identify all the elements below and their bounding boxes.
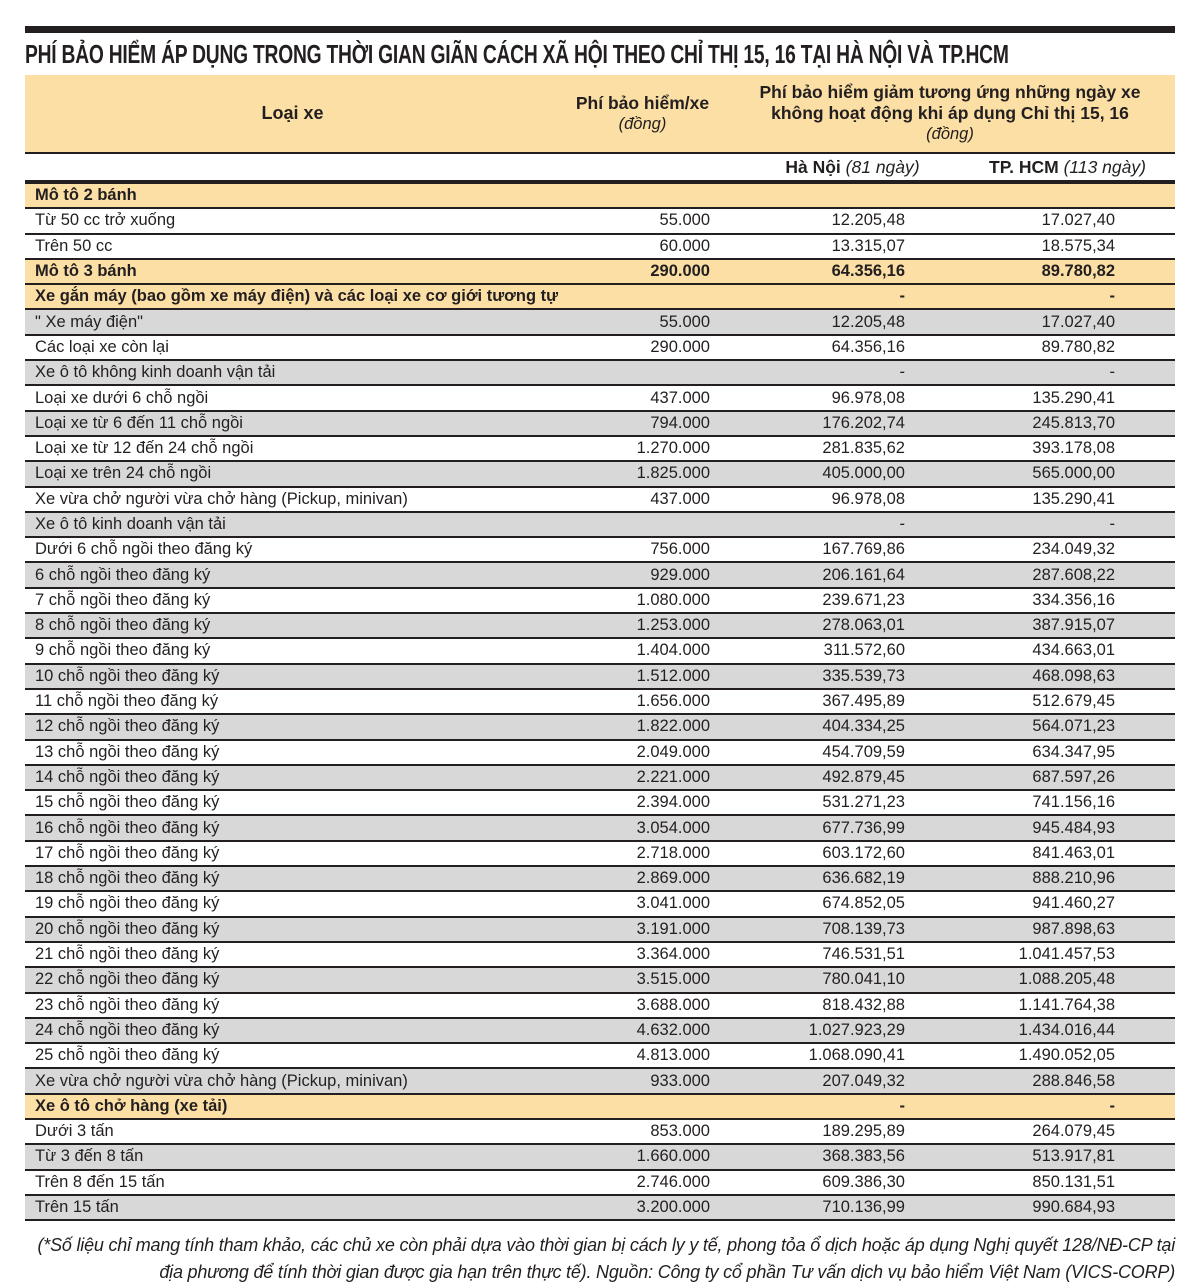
table-row [25, 208, 1175, 233]
table-row [25, 537, 1175, 562]
vehicle-type-cell: 18 chỗ ngồi theo đăng ký [25, 866, 560, 891]
vehicle-type-cell: 12 chỗ ngồi theo đăng ký [25, 714, 560, 739]
table-row [25, 714, 1175, 739]
fee-cell: 794.000 [560, 411, 725, 436]
vehicle-type-cell: Các loại xe còn lại [25, 335, 560, 360]
hanoi-value-cell: 677.736,99 [725, 815, 920, 840]
hcm-value-cell: 287.608,22 [920, 562, 1175, 587]
vehicle-type-cell: Dưới 3 tấn [25, 1119, 560, 1144]
vehicle-type-cell: 22 chỗ ngồi theo đăng ký [25, 967, 560, 992]
hanoi-value-cell: 708.139,73 [725, 917, 920, 942]
hcm-value-cell: 334.356,16 [920, 588, 1175, 613]
table-row [25, 1119, 1175, 1144]
col-header-reduction-line2: không hoạt động khi áp dụng Chỉ thị 15, 16 [771, 103, 1129, 123]
insurance-fee-table [25, 75, 1175, 1221]
hanoi-value-cell: 335.539,73 [725, 664, 920, 689]
fee-cell: 3.688.000 [560, 993, 725, 1018]
vehicle-type-cell: " Xe máy điện" [25, 309, 560, 334]
hanoi-value-cell: 1.068.090,41 [725, 1043, 920, 1068]
fee-cell: 3.200.000 [560, 1195, 725, 1220]
vehicle-type-cell: 8 chỗ ngồi theo đăng ký [25, 613, 560, 638]
vehicle-type-cell: Trên 8 đến 15 tấn [25, 1170, 560, 1195]
table-row [25, 891, 1175, 916]
hcm-value-cell: 634.347,95 [920, 740, 1175, 765]
footnote [25, 1232, 1175, 1286]
hcm-days-label: (113 ngày) [1058, 156, 1146, 177]
hanoi-value-cell: 206.161,64 [725, 562, 920, 587]
vehicle-type-cell: 23 chỗ ngồi theo đăng ký [25, 993, 560, 1018]
hanoi-value-cell: 278.063,01 [725, 613, 920, 638]
table-row [25, 487, 1175, 512]
hanoi-value-cell: 13.315,07 [725, 234, 920, 259]
fee-cell: 1.270.000 [560, 436, 725, 461]
vehicle-type-cell: Loại xe từ 6 đến 11 chỗ ngồi [25, 411, 560, 436]
vehicle-type-cell: Từ 50 cc trở xuống [25, 208, 560, 233]
col-header-hanoi-text [785, 157, 919, 177]
hcm-value-cell: 850.131,51 [920, 1170, 1175, 1195]
fee-cell: 853.000 [560, 1119, 725, 1144]
hcm-value-cell: 135.290,41 [920, 487, 1175, 512]
fee-cell: 756.000 [560, 537, 725, 562]
header-row-cities [25, 153, 1175, 182]
vehicle-type-cell: Loại xe trên 24 chỗ ngồi [25, 461, 560, 486]
hanoi-value-cell: 492.879,45 [725, 765, 920, 790]
hcm-value-cell: 17.027,40 [920, 208, 1175, 233]
vehicle-type-cell: Xe ô tô chở hàng (xe tải) [25, 1094, 560, 1119]
table-row [25, 993, 1175, 1018]
hanoi-value-cell: 531.271,23 [725, 790, 920, 815]
hcm-value-cell: 565.000,00 [920, 461, 1175, 486]
fee-cell: 4.632.000 [560, 1018, 725, 1043]
fee-cell: 2.718.000 [560, 841, 725, 866]
vehicle-type-cell: 19 chỗ ngồi theo đăng ký [25, 891, 560, 916]
table-row [25, 284, 1175, 309]
col-header-reduction-unit: (đồng) [926, 125, 974, 143]
table-row [25, 740, 1175, 765]
footnote-line-1: (*Số liệu chỉ mang tính tham khảo, các chủ xe còn phải dựa vào thời gian bị cách ly y tế, phong tỏa ổ dịch hoặc áp dụng Nghị quyết 128/NĐ-CP tại [37, 1235, 1175, 1256]
hanoi-value-cell: - [725, 512, 920, 537]
hcm-value-cell: 687.597,26 [920, 765, 1175, 790]
hanoi-value-cell: 64.356,16 [725, 259, 920, 284]
hanoi-value-cell: 1.027.923,29 [725, 1018, 920, 1043]
hanoi-value-cell: 818.432,88 [725, 993, 920, 1018]
fee-cell: 3.364.000 [560, 942, 725, 967]
table-row [25, 1195, 1175, 1220]
fee-cell [560, 1094, 725, 1119]
col-header-fee-unit: (đồng) [618, 114, 667, 133]
col-header-fee-label: Phí bảo hiểm/xe [575, 92, 710, 113]
fee-cell: 3.054.000 [560, 815, 725, 840]
page-title: PHÍ BẢO HIỂM ÁP DỤNG TRONG THỜI GIAN GIÃN CÁCH XÃ HỘI THEO CHỈ THỊ 15, 16 TẠI HÀ NỘI VÀ TP.HCM [25, 39, 1009, 69]
fee-cell: 2.221.000 [560, 765, 725, 790]
hanoi-value-cell: 404.334,25 [725, 714, 920, 739]
hcm-value-cell: 89.780,82 [920, 335, 1175, 360]
fee-cell: 55.000 [560, 208, 725, 233]
table-row [25, 588, 1175, 613]
hanoi-value-cell: 368.383,56 [725, 1144, 920, 1169]
hcm-value-cell: 987.898,63 [920, 917, 1175, 942]
vehicle-type-cell: Mô tô 3 bánh [25, 259, 560, 284]
hanoi-value-cell: 609.386,30 [725, 1170, 920, 1195]
table-row [25, 967, 1175, 992]
table-row [25, 1144, 1175, 1169]
hanoi-days-label: (81 ngày) [840, 156, 920, 177]
table-row [25, 790, 1175, 815]
hanoi-value-cell: 239.671,23 [725, 588, 920, 613]
hcm-value-cell: 135.290,41 [920, 385, 1175, 410]
hanoi-value-cell: 636.682,19 [725, 866, 920, 891]
table-row [25, 512, 1175, 537]
fee-cell: 1.512.000 [560, 664, 725, 689]
hcm-value-cell: 888.210,96 [920, 866, 1175, 891]
vehicle-type-cell: 7 chỗ ngồi theo đăng ký [25, 588, 560, 613]
table-row [25, 664, 1175, 689]
hanoi-value-cell: 710.136,99 [725, 1195, 920, 1220]
fee-cell: 1.080.000 [560, 588, 725, 613]
table-row [25, 411, 1175, 436]
vehicle-type-cell: 11 chỗ ngồi theo đăng ký [25, 689, 560, 714]
header-row-main [25, 75, 1175, 153]
hcm-value-cell: 512.679,45 [920, 689, 1175, 714]
table-row [25, 1018, 1175, 1043]
table-row [25, 638, 1175, 663]
footnote-line-2: địa phương để tính thời gian được gia hạn trên thực tế). Nguồn: Công ty cổ phần Tư vấn dịch vụ bảo hiểm Việt Nam (VICS-CORP) [159, 1262, 1175, 1283]
vehicle-type-cell: 6 chỗ ngồi theo đăng ký [25, 562, 560, 587]
hanoi-value-cell: - [725, 1094, 920, 1119]
col-header-reduction-line1: Phí bảo hiểm giảm tương ứng những ngày xe [759, 82, 1141, 102]
hcm-value-cell: 564.071,23 [920, 714, 1175, 739]
col-header-hcm-text [989, 157, 1146, 177]
table-row [25, 765, 1175, 790]
hanoi-value-cell: 311.572,60 [725, 638, 920, 663]
fee-cell: 3.191.000 [560, 917, 725, 942]
fee-cell: 1.404.000 [560, 638, 725, 663]
hcm-value-cell: - [920, 360, 1175, 385]
fee-cell: 2.394.000 [560, 790, 725, 815]
fee-cell: 1.253.000 [560, 613, 725, 638]
fee-cell: 929.000 [560, 562, 725, 587]
hanoi-value-cell: 12.205,48 [725, 208, 920, 233]
vehicle-type-cell: 21 chỗ ngồi theo đăng ký [25, 942, 560, 967]
fee-cell: 290.000 [560, 335, 725, 360]
hanoi-value-cell: 454.709,59 [725, 740, 920, 765]
hcm-value-cell: 990.684,93 [920, 1195, 1175, 1220]
fee-cell: 3.041.000 [560, 891, 725, 916]
hcm-value-cell: - [920, 284, 1175, 309]
fee-cell: 2.869.000 [560, 866, 725, 891]
vehicle-type-cell: Trên 50 cc [25, 234, 560, 259]
hanoi-value-cell: 167.769,86 [725, 537, 920, 562]
fee-cell: 290.000 [560, 259, 725, 284]
hanoi-value-cell: 96.978,08 [725, 487, 920, 512]
vehicle-type-cell: 9 chỗ ngồi theo đăng ký [25, 638, 560, 663]
hanoi-value-cell: - [725, 284, 920, 309]
hcm-value-cell: 1.141.764,38 [920, 993, 1175, 1018]
vehicle-type-cell: Xe ô tô kinh doanh vận tải [25, 512, 560, 537]
vehicle-type-cell: 24 chỗ ngồi theo đăng ký [25, 1018, 560, 1043]
hanoi-value-cell [725, 182, 920, 208]
hcm-value-cell: 1.490.052,05 [920, 1043, 1175, 1068]
fee-cell: 1.656.000 [560, 689, 725, 714]
hcm-value-cell: 513.917,81 [920, 1144, 1175, 1169]
hanoi-value-cell: 405.000,00 [725, 461, 920, 486]
hcm-value-cell: 288.846,58 [920, 1068, 1175, 1093]
vehicle-type-cell: 13 chỗ ngồi theo đăng ký [25, 740, 560, 765]
hanoi-value-cell: 780.041,10 [725, 967, 920, 992]
table-row [25, 1068, 1175, 1093]
vehicle-type-cell: Xe vừa chở người vừa chở hàng (Pickup, minivan) [25, 1068, 560, 1093]
hcm-value-cell: 17.027,40 [920, 309, 1175, 334]
vehicle-type-cell: 20 chỗ ngồi theo đăng ký [25, 917, 560, 942]
col-header-fee [560, 75, 725, 153]
hcm-value-cell: 89.780,82 [920, 259, 1175, 284]
hcm-value-cell: 264.079,45 [920, 1119, 1175, 1144]
vehicle-type-cell: 10 chỗ ngồi theo đăng ký [25, 664, 560, 689]
fee-cell: 1.822.000 [560, 714, 725, 739]
col-header-vehicle-type [25, 75, 560, 153]
table-row [25, 461, 1175, 486]
table-row [25, 917, 1175, 942]
fee-cell: 2.049.000 [560, 740, 725, 765]
hcm-value-cell: 841.463,01 [920, 841, 1175, 866]
hanoi-value-cell: 207.049,32 [725, 1068, 920, 1093]
vehicle-type-cell: Mô tô 2 bánh [25, 182, 560, 208]
table-row [25, 841, 1175, 866]
hcm-value-cell: 1.041.457,53 [920, 942, 1175, 967]
hanoi-value-cell: 603.172,60 [725, 841, 920, 866]
fee-cell: 437.000 [560, 487, 725, 512]
vehicle-type-cell: Xe vừa chở người vừa chở hàng (Pickup, minivan) [25, 487, 560, 512]
hanoi-value-cell: 12.205,48 [725, 309, 920, 334]
hcm-value-cell: 1.088.205,48 [920, 967, 1175, 992]
hanoi-value-cell: 281.835,62 [725, 436, 920, 461]
table-row [25, 234, 1175, 259]
hanoi-label: Hà Nội [785, 156, 841, 177]
vehicle-type-cell: Xe gắn máy (bao gồm xe máy điện) và các loại xe cơ giới tương tự [25, 284, 560, 309]
fee-cell [560, 512, 725, 537]
hcm-value-cell: 387.915,07 [920, 613, 1175, 638]
table-row [25, 182, 1175, 208]
hanoi-value-cell: 189.295,89 [725, 1119, 920, 1144]
hanoi-value-cell: 96.978,08 [725, 385, 920, 410]
hanoi-value-cell: 64.356,16 [725, 335, 920, 360]
hanoi-value-cell: 746.531,51 [725, 942, 920, 967]
vehicle-type-cell: Loại xe dưới 6 chỗ ngồi [25, 385, 560, 410]
table-row [25, 259, 1175, 284]
table-row [25, 815, 1175, 840]
fee-cell: 933.000 [560, 1068, 725, 1093]
hcm-value-cell [920, 182, 1175, 208]
vehicle-type-cell: 25 chỗ ngồi theo đăng ký [25, 1043, 560, 1068]
hcm-value-cell: 468.098,63 [920, 664, 1175, 689]
col-header-hanoi [725, 153, 920, 182]
fee-cell: 2.746.000 [560, 1170, 725, 1195]
hcm-value-cell: 234.049,32 [920, 537, 1175, 562]
table-row [25, 866, 1175, 891]
table-row [25, 335, 1175, 360]
fee-cell: 1.660.000 [560, 1144, 725, 1169]
vehicle-type-cell: 15 chỗ ngồi theo đăng ký [25, 790, 560, 815]
vehicle-type-cell: Trên 15 tấn [25, 1195, 560, 1220]
fee-cell: 3.515.000 [560, 967, 725, 992]
hcm-value-cell: - [920, 1094, 1175, 1119]
vehicle-type-cell: 14 chỗ ngồi theo đăng ký [25, 765, 560, 790]
table-row [25, 942, 1175, 967]
hcm-label: TP. HCM [989, 156, 1059, 177]
fee-cell: 60.000 [560, 234, 725, 259]
hcm-value-cell: 393.178,08 [920, 436, 1175, 461]
table-row [25, 360, 1175, 385]
hcm-value-cell: 1.434.016,44 [920, 1018, 1175, 1043]
hanoi-value-cell: 674.852,05 [725, 891, 920, 916]
fee-cell: 55.000 [560, 309, 725, 334]
top-divider-bar [25, 26, 1175, 33]
hcm-value-cell: 741.156,16 [920, 790, 1175, 815]
table-row [25, 613, 1175, 638]
col-header-vehicle-type-label: Loại xe [261, 103, 324, 123]
subheader-empty-1 [25, 153, 560, 182]
hanoi-value-cell: - [725, 360, 920, 385]
hanoi-value-cell: 176.202,74 [725, 411, 920, 436]
table-row [25, 562, 1175, 587]
subheader-empty-2 [560, 153, 725, 182]
vehicle-type-cell: Loại xe từ 12 đến 24 chỗ ngồi [25, 436, 560, 461]
hcm-value-cell: 941.460,27 [920, 891, 1175, 916]
hcm-value-cell: - [920, 512, 1175, 537]
vehicle-type-cell: Từ 3 đến 8 tấn [25, 1144, 560, 1169]
fee-cell [560, 360, 725, 385]
vehicle-type-cell: 17 chỗ ngồi theo đăng ký [25, 841, 560, 866]
hcm-value-cell: 945.484,93 [920, 815, 1175, 840]
col-header-hcm [920, 153, 1175, 182]
col-header-reduction [725, 75, 1175, 153]
table-row [25, 385, 1175, 410]
table-row [25, 689, 1175, 714]
table-row [25, 436, 1175, 461]
fee-cell [560, 284, 725, 309]
hcm-value-cell: 18.575,34 [920, 234, 1175, 259]
table-row [25, 1043, 1175, 1068]
table-row [25, 309, 1175, 334]
vehicle-type-cell: Xe ô tô không kinh doanh vận tải [25, 360, 560, 385]
table-row [25, 1094, 1175, 1119]
table-header [25, 75, 1175, 182]
fee-cell: 437.000 [560, 385, 725, 410]
fee-cell: 4.813.000 [560, 1043, 725, 1068]
hcm-value-cell: 434.663,01 [920, 638, 1175, 663]
vehicle-type-cell: Dưới 6 chỗ ngồi theo đăng ký [25, 537, 560, 562]
hcm-value-cell: 245.813,70 [920, 411, 1175, 436]
table-row [25, 1170, 1175, 1195]
fee-cell [560, 182, 725, 208]
fee-cell: 1.825.000 [560, 461, 725, 486]
vehicle-type-cell: 16 chỗ ngồi theo đăng ký [25, 815, 560, 840]
hanoi-value-cell: 367.495,89 [725, 689, 920, 714]
table-body [25, 182, 1175, 1220]
